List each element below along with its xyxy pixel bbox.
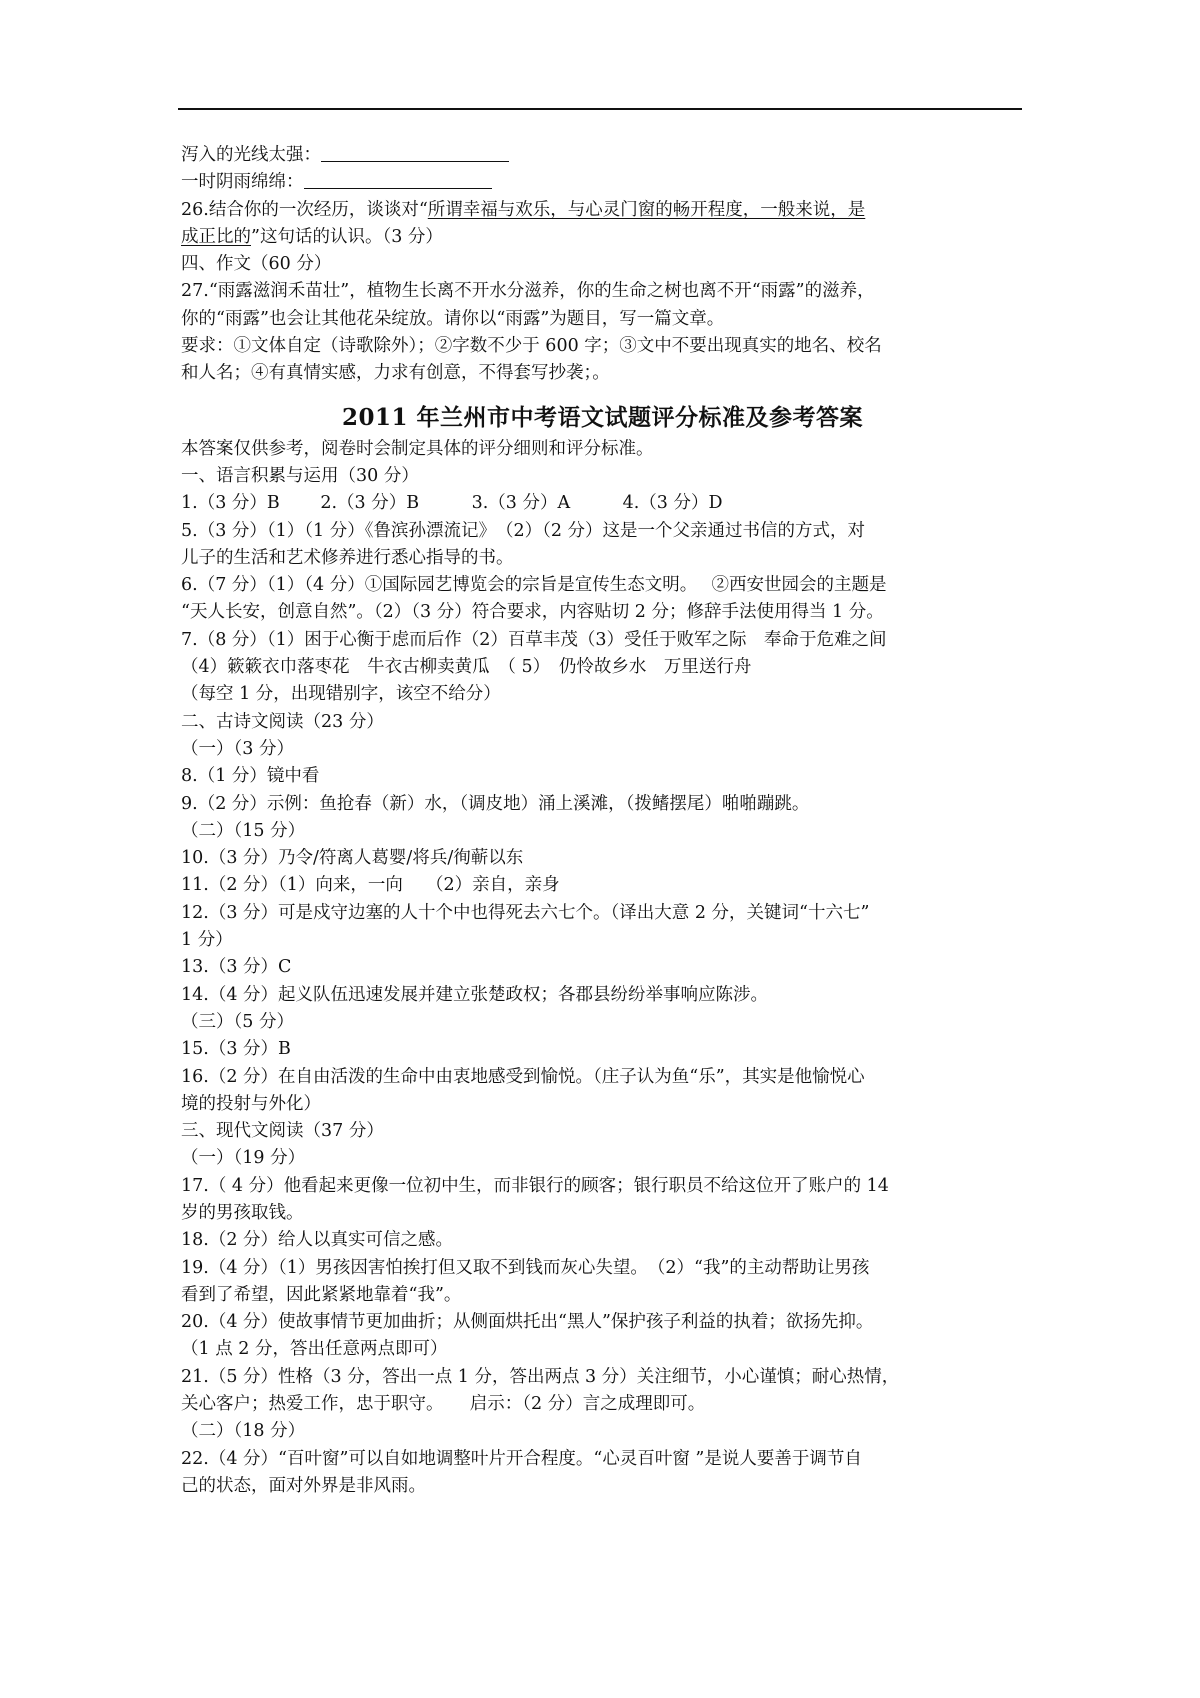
header-rule — [178, 108, 1022, 110]
answer-line: 12.（3 分）可是戍守边塞的人十个中也得死去六七个。（译出大意 2 分，关键词“十六七” — [181, 902, 870, 923]
answer-line: 境的投射与外化） — [181, 1093, 321, 1114]
answer-line: 15.（3 分）B — [181, 1039, 291, 1060]
answer-line: 1 分） — [181, 930, 233, 951]
answer-line: 6.（7 分）（1）（4 分）①国际园艺博览会的宗旨是宣传生态文明。 ②西安世园会的主题是 — [181, 575, 887, 596]
answer-line: 20.（4 分）使故事情节更加曲折；从侧面烘托出“黑人”保护孩子利益的执着；欲扬先抑。 — [181, 1312, 874, 1333]
answer-line: 13.（3 分）C — [181, 957, 292, 978]
answer-blank — [304, 169, 492, 189]
answer-line: 22.（4 分）“百叶窗”可以自如地调整叶片开合程度。“心灵百叶窗 ”是说人要善于调节自 — [181, 1448, 862, 1469]
question-26-cont: 成正比的”这句话的认识。（3 分） — [181, 226, 443, 247]
answer-line: （一）（3 分） — [181, 738, 294, 759]
answer-line: 5.（3 分）（1）（1 分）《鲁滨孙漂流记》 （2）（2 分）这是一个父亲通过书信的方式，对 — [181, 520, 866, 541]
answer-line: （二）（15 分） — [181, 820, 306, 841]
answer-line: 1.（3 分）B 2.（3 分）B 3.（3 分）A 4.（3 分）D — [181, 493, 723, 514]
answer-line: （每空 1 分，出现错别字，该空不给分） — [181, 684, 501, 705]
answer-line: 岁的男孩取钱。 — [181, 1202, 304, 1223]
blank-line-2: 一时阴雨绵绵： — [181, 169, 1024, 196]
answer-line: 儿子的生活和艺术修养进行悉心指导的书。 — [181, 547, 514, 568]
answer-line: 18.（2 分）给人以真实可信之感。 — [181, 1230, 454, 1251]
requirements: 要求：①文体自定（诗歌除外）；②字数不少于 600 字；③文中不要出现真实的地名、校名 — [181, 336, 882, 357]
answer-blank — [321, 142, 509, 162]
answer-line: 本答案仅供参考，阅卷时会制定具体的评分细则和评分标准。 — [181, 438, 654, 459]
answer-line: 8.（1 分）镜中看 — [181, 766, 320, 787]
answer-key-title: 2011 年兰州市中考语文试题评分标准及参考答案 — [341, 403, 864, 431]
question-26: 26.结合你的一次经历，谈谈对“所谓幸福与欢乐，与心灵门窗的畅开程度，一般来说，是 — [181, 199, 866, 220]
answer-line: （一）（19 分） — [181, 1148, 306, 1169]
answer-line: 己的状态，面对外界是非风雨。 — [181, 1475, 426, 1496]
answer-line: 关心客户；热爱工作，忠于职守。 启示：（2 分）言之成理即可。 — [181, 1394, 706, 1415]
answer-line: 一、语言积累与运用（30 分） — [181, 465, 419, 486]
answer-line: （三）（5 分） — [181, 1011, 294, 1032]
answer-line: 7.（8 分）（1）困于心衡于虑而后作（2）百草丰茂（3）受任于败军之际 奉命于危难之间 — [181, 629, 887, 650]
answer-line: “天人长安，创意自然”。（2）（3 分）符合要求，内容贴切 2 分；修辞手法使用得当 1 分。 — [181, 602, 884, 623]
answer-line: 14.（4 分）起义队伍迅速发展并建立张楚政权；各郡县纷纷举事响应陈涉。 — [181, 984, 769, 1005]
answer-line: 10.（3 分）乃令/符离人葛婴/将兵/徇蕲以东 — [181, 848, 524, 869]
answer-line: 三、现代文阅读（37 分） — [181, 1121, 384, 1142]
answer-line: 16.（2 分）在自由活泼的生命中由衷地感受到愉悦。（庄子认为鱼“乐”，其实是他愉悦心 — [181, 1066, 865, 1087]
answer-line: （1 点 2 分，答出任意两点即可） — [181, 1339, 448, 1360]
answer-line: 9.（2 分）示例：鱼抢春（新）水，（调皮地）涌上溪滩，（拨鳍摆尾）啪啪蹦跳。 — [181, 793, 810, 814]
answer-line: 二、古诗文阅读（23 分） — [181, 711, 384, 732]
underlined-quote: 所谓幸福与欢乐，与心灵门窗的畅开程度，一般来说，是 — [427, 199, 866, 220]
requirements-cont: 和人名；④有真情实感，力求有创意，不得套写抄袭；。 — [181, 363, 610, 384]
answer-line: 看到了希望，因此紧紧地靠着“我”。 — [181, 1284, 462, 1305]
answer-line: 17.（ 4 分）他看起来更像一位初中生，而非银行的顾客；银行职员不给这位开了账户的 14 — [181, 1175, 889, 1196]
question-27: 27.“雨露滋润禾苗壮”，植物生长离不开水分滋养，你的生命之树也离不开“雨露”的滋养， — [181, 281, 875, 302]
answer-line: 21.（5 分）性格（3 分，答出一点 1 分，答出两点 3 分）关注细节，小心谨慎；耐心热情， — [181, 1366, 900, 1387]
blank-line-1: 泻入的光线太强： — [181, 142, 1024, 169]
underlined-quote: 成正比的 — [181, 226, 251, 247]
answer-line: （二）（18 分） — [181, 1421, 306, 1442]
answer-key-body — [181, 436, 1024, 1501]
page-content — [181, 142, 1024, 1500]
answer-line: 19.（4 分）（1）男孩因害怕挨打但又取不到钱而灰心失望。 （2）“我”的主动帮助让男孩 — [181, 1257, 870, 1278]
section-heading: 四、作文（60 分） — [181, 254, 332, 275]
answer-line: （4）簌簌衣巾落枣花 牛衣古柳卖黄瓜 （ 5） 仍怜故乡水 万里送行舟 — [181, 657, 752, 678]
answer-line: 11.（2 分）（1）向来，一向 （2）亲自，亲身 — [181, 875, 560, 896]
question-27-cont: 你的“雨露”也会让其他花朵绽放。请你以“雨露”为题目，写一篇文章。 — [181, 308, 725, 329]
